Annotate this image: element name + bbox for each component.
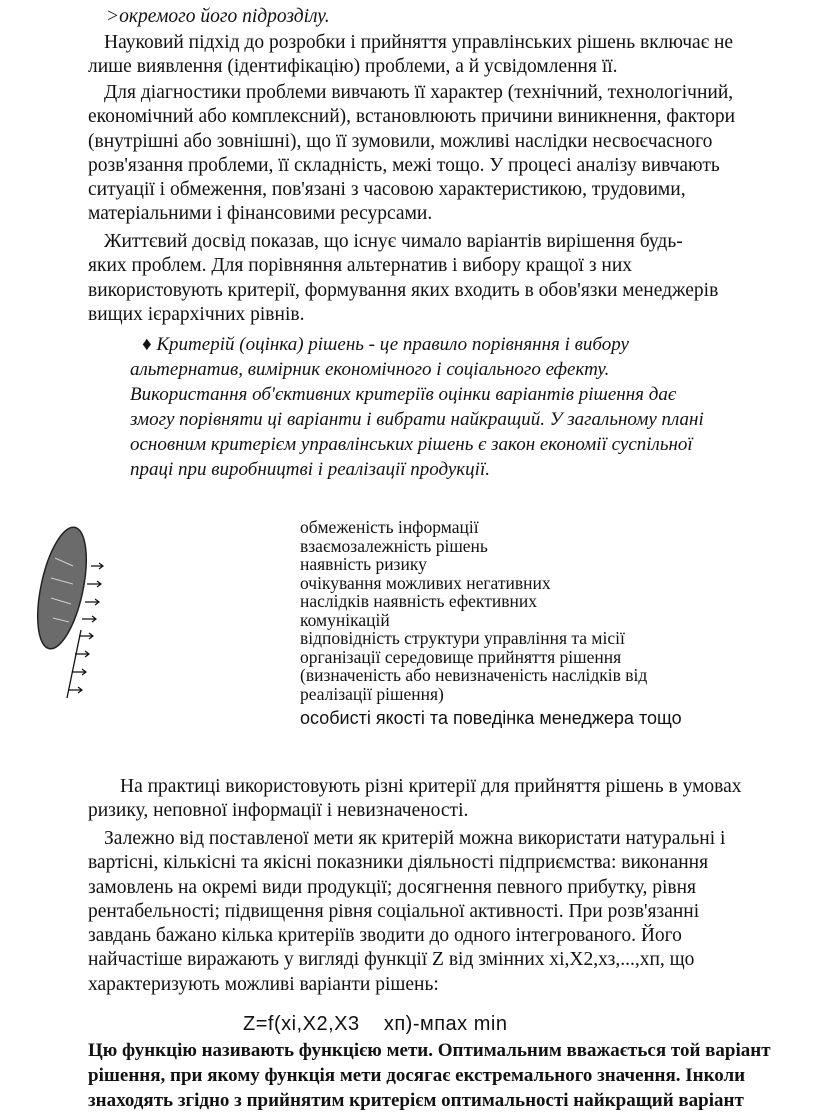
list-item: відповідність структури управління та місії	[300, 628, 625, 648]
paragraph-5	[88, 827, 812, 997]
text-line: Науковий підхід до розробки і прийняття управлінських рішень включає не	[104, 32, 734, 53]
paragraph-6	[88, 1038, 812, 1113]
text-line: Для діагностики проблеми вивчають її характер (технічний, технологічний,	[104, 82, 734, 103]
list-item: організації середовище прийняття рішення	[300, 646, 622, 667]
text-line: На практиці використовують різні критерії для прийняття рішень в умовах	[120, 776, 742, 797]
paragraph-4	[88, 775, 812, 824]
list-item: наявність ризику	[300, 554, 427, 574]
text-line: лише виявлення (ідентифікацію) проблеми, а й усвідомлення її.	[88, 56, 618, 78]
text-line: праці при виробництві і реалізації продукції.	[130, 459, 490, 480]
list-item: комунікацій	[300, 609, 390, 630]
text-line: завдань бажано кілька критеріїв зводити до одного інтегрованого. Його	[88, 925, 682, 947]
text-line: яких проблем. Для порівняння альтернатив і вибору кращої з них	[88, 255, 633, 277]
definition-block	[130, 332, 815, 482]
text-line: альтернатив, вимірник економічного і соціального ефекту.	[130, 359, 610, 380]
objective-formula: Z=f(xi,X2,X3 xп)-мпах min	[243, 1013, 508, 1035]
text-line: основним критерієм управлінських рішень є закон економії суспільної	[130, 434, 693, 455]
paragraph-2	[88, 81, 812, 227]
factors-diagram	[15, 518, 105, 713]
text-line: Використання об'єктивних критеріїв оцінки варіантів рішення дає	[130, 384, 677, 405]
text-line: найчастіше виражають у вигляді функції Z від змінних хі,Х2,хз,...,хп, що	[88, 949, 695, 971]
text-line: характеризують можливі варіанти рішень:	[88, 973, 439, 995]
text-line: замовлень на окремі види продукції; досягнення певного прибутку, рівня	[88, 876, 696, 898]
list-item-last: особисті якості та поведінка менеджера тощо	[300, 708, 682, 728]
text-line: використовують критерії, формування яких входить в обов'язки менеджерів	[88, 279, 719, 301]
top-line: >окремого його підрозділу.	[106, 6, 330, 27]
text-line: матеріальними і фінансовими ресурсами.	[88, 203, 433, 225]
list-item: взаємозалежність рішень	[300, 535, 488, 556]
text-line: ризику, неповної інформації і невизначеності.	[88, 800, 469, 822]
text-line: вартісні, кількісні та якісні показники діяльності підприємства: виконання	[88, 852, 709, 874]
text-line: ситуації і обмеження, пов'язані з часовою характеристикою, трудовими,	[88, 179, 686, 201]
text-line: рішення, при якому функція мети досягає екстремального значення. Інколи	[88, 1065, 746, 1086]
text-line: Цю функцію називають функцією мети. Оптимальним вважається той варіант	[88, 1040, 771, 1061]
factors-list	[300, 518, 647, 703]
list-item: обмеженість інформації	[300, 517, 479, 537]
text-line: розв'язання проблеми, її складність, межі тощо. У процесі аналізу вивчають	[88, 154, 720, 176]
list-item: реалізації рішення)	[300, 683, 444, 704]
text-line: ♦ Критерій (оцінка) рішень - це правило порівняння і вибору	[142, 334, 629, 355]
text-line: Залежно від поставленої мети як критерій можна використати натуральні і	[104, 828, 726, 849]
list-item: (визначеність або невизначеність наслідків від	[300, 665, 648, 685]
text-line: Життєвий досвід показав, що існує чимало варіантів вирішення будь-	[104, 231, 683, 252]
text-line: рентабельності; підвищення рівня соціальної активності. При розв'язанні	[88, 900, 700, 922]
paragraph-1	[88, 31, 812, 80]
text-line: (внутрішні або зовнішні), що її зумовили, можливі наслідки несвоєчасного	[88, 130, 713, 152]
factors-ellipse	[29, 523, 96, 653]
text-line: вищих ієрархічних рівнів.	[88, 303, 305, 325]
text-line: змогу порівняти ці варіанти і вибрати найкращий. У загальному плані	[130, 409, 704, 430]
text-line: економічний або комплексний), встановлюють причини виникнення, фактори	[88, 106, 736, 128]
text-line: знаходять згідно з прийнятим критерієм оптимальності найкращий варіант	[88, 1090, 744, 1111]
paragraph-3	[88, 230, 812, 327]
list-item: наслідків наявність ефективних	[300, 591, 537, 611]
list-item: очікування можливих негативних	[300, 572, 551, 593]
